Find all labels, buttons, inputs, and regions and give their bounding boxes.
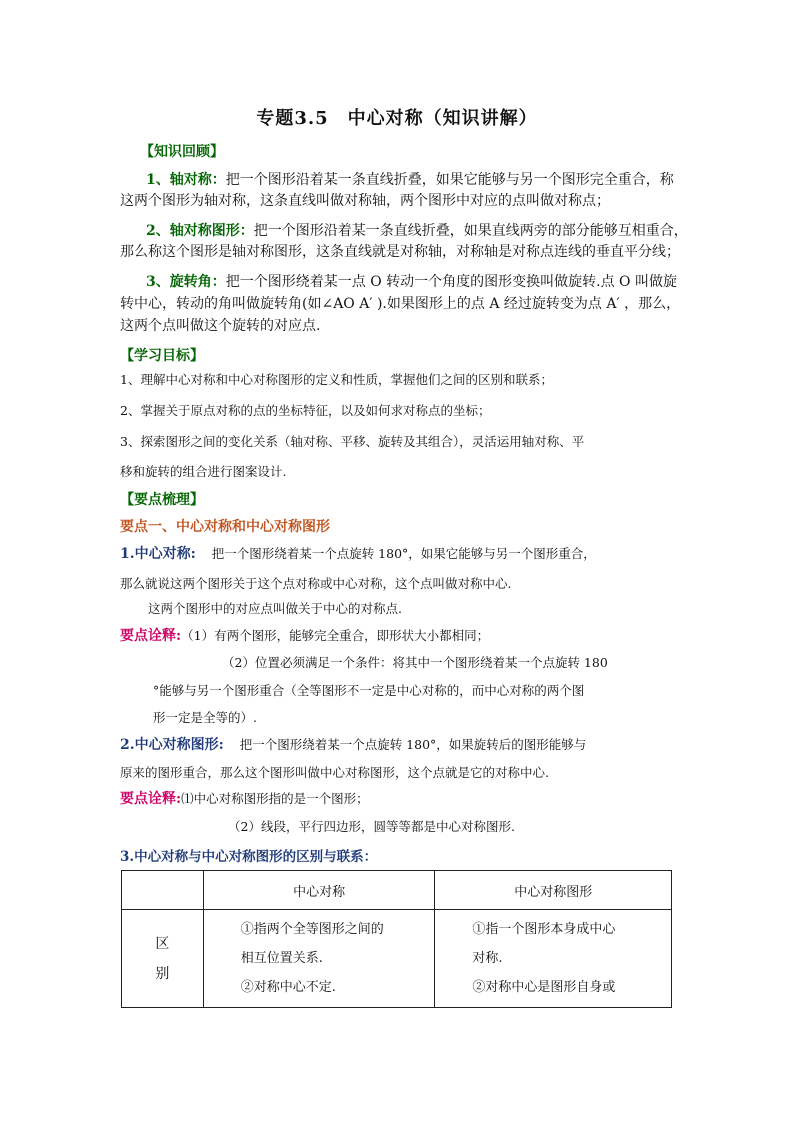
def-2-line2: 原来的图形重合，那么这个图形叫做中心对称图形，这个点就是它的对称中心.	[120, 765, 549, 780]
review-item-2-term: 2、轴对称图形：	[146, 223, 254, 239]
review-item-3-line3: 这两个点叫做这个旋转的对应点.	[120, 318, 321, 334]
review-item-3	[146, 274, 677, 290]
goal-1: 1、理解中心对称和中心对称图形的定义和性质，掌握他们之间的区别和联系；	[120, 372, 553, 387]
def-2-term: 2.中心对称图形:	[120, 737, 224, 753]
table-header-blank	[122, 871, 204, 910]
review-heading: 【知识回顾】	[140, 144, 224, 160]
cell-line: ②对称中心是图形自身或	[472, 980, 616, 995]
cell-center-symmetry-diff	[203, 910, 435, 1008]
review-item-1	[146, 172, 674, 188]
def-1-line3: 这两个图形中的对应点叫做关于中心的对称点.	[148, 601, 402, 616]
review-item-2	[146, 223, 688, 239]
table-header-center-symmetric-figure: 中心对称图形	[435, 871, 672, 910]
points-heading: 【要点梳理】	[120, 492, 204, 508]
table-header-center-symmetry: 中心对称	[203, 871, 435, 910]
table-header-row	[122, 871, 672, 910]
cell-line: ②对称中心不定.	[240, 980, 336, 995]
row-label-char-2: 别	[155, 965, 170, 982]
def-2-text: 把一个图形绕着某一个点旋转 180°，如果旋转后的图形能够与	[239, 737, 587, 752]
row-label-difference	[122, 910, 204, 1008]
page-title: 专题3.5 中心对称（知识讲解）	[256, 108, 538, 129]
note-1-b-line3: 形一定是全等的）.	[153, 710, 257, 725]
review-item-2-line2: 那么称这个图形是轴对称图形，这条直线就是对称轴，对称轴是对称点连线的垂直平分线；	[120, 244, 680, 260]
def-1-line2: 那么就说这两个图形关于这个点对称或中心对称，这个点叫做对称中心.	[120, 576, 512, 591]
def-3-title: 3.中心对称与中心对称图形的区别与联系：	[120, 849, 378, 865]
cell-line: 对称.	[472, 951, 503, 966]
def-1	[120, 546, 596, 562]
review-item-1-text: 把一个图形沿着某一条直线折叠，如果它能够与另一个图形完全重合，称	[225, 172, 674, 188]
goal-3-line2: 移和旋转的组合进行图案设计.	[120, 464, 287, 479]
review-item-2-text: 把一个图形沿着某一条直线折叠，如果直线两旁的部分能够互相重合，	[253, 223, 688, 239]
goal-2: 2、掌握关于原点对称的点的坐标特征，以及如何求对称点的坐标；	[120, 403, 491, 418]
note-1-b-line2: °能够与另一个图形重合（全等图形不一定是中心对称的，而中心对称的两个图	[153, 683, 585, 698]
point-1-title: 要点一、中心对称和中心对称图形	[120, 519, 330, 535]
note-2-b: （2）线段，平行四边形，圆等等都是中心对称图形.	[228, 819, 515, 834]
note-1-b: （2）位置必须满足一个条件：将其中一个图形绕着某一个点旋转 180	[222, 655, 608, 670]
review-item-3-text: 把一个图形绕着某一点 O 转动一个角度的图形变换叫做旋转.点 O 叫做旋	[225, 274, 677, 290]
goals-heading: 【学习目标】	[120, 348, 204, 364]
review-item-3-line2: 转中心，转动的角叫做旋转角(如∠AO A′ ).如果图形上的点 A 经过旋转变为点 A′ ，那么，	[120, 296, 681, 312]
row-label-char-1: 区	[155, 935, 170, 952]
def-1-term: 1.中心对称:	[120, 546, 196, 562]
note-1-term: 要点诠释:	[120, 628, 182, 644]
note-1-a: （1）有两个图形，能够完全重合，即形状大小都相同；	[181, 628, 490, 643]
note-2-term: 要点诠释:	[120, 791, 182, 807]
review-item-3-term: 3、旋转角：	[146, 274, 226, 290]
cell-line: ①指一个图形本身成中心	[472, 922, 616, 937]
review-item-1-line2: 这两个图形为轴对称，这条直线叫做对称轴，两个图形中对应的点叫做对称点；	[120, 193, 610, 209]
review-item-1-term: 1、轴对称：	[146, 172, 226, 188]
cell-center-figure-diff	[435, 910, 672, 1008]
comparison-table	[121, 870, 672, 1008]
cell-line: ①指两个全等图形之间的	[240, 922, 384, 937]
cell-line: 相互位置关系.	[240, 951, 323, 966]
note-1	[120, 628, 489, 644]
goal-3: 3、探索图形之间的变化关系（轴对称、平移、旋转及其组合），灵活运用轴对称、平	[120, 434, 585, 449]
note-2	[120, 791, 369, 807]
note-2-a: ⑴中心对称图形指的是一个图形；	[181, 791, 369, 806]
table-row	[122, 910, 672, 1008]
def-1-text: 把一个图形绕着某一个点旋转 180°，如果它能够与另一个图形重合，	[211, 546, 596, 561]
def-2	[120, 737, 586, 753]
